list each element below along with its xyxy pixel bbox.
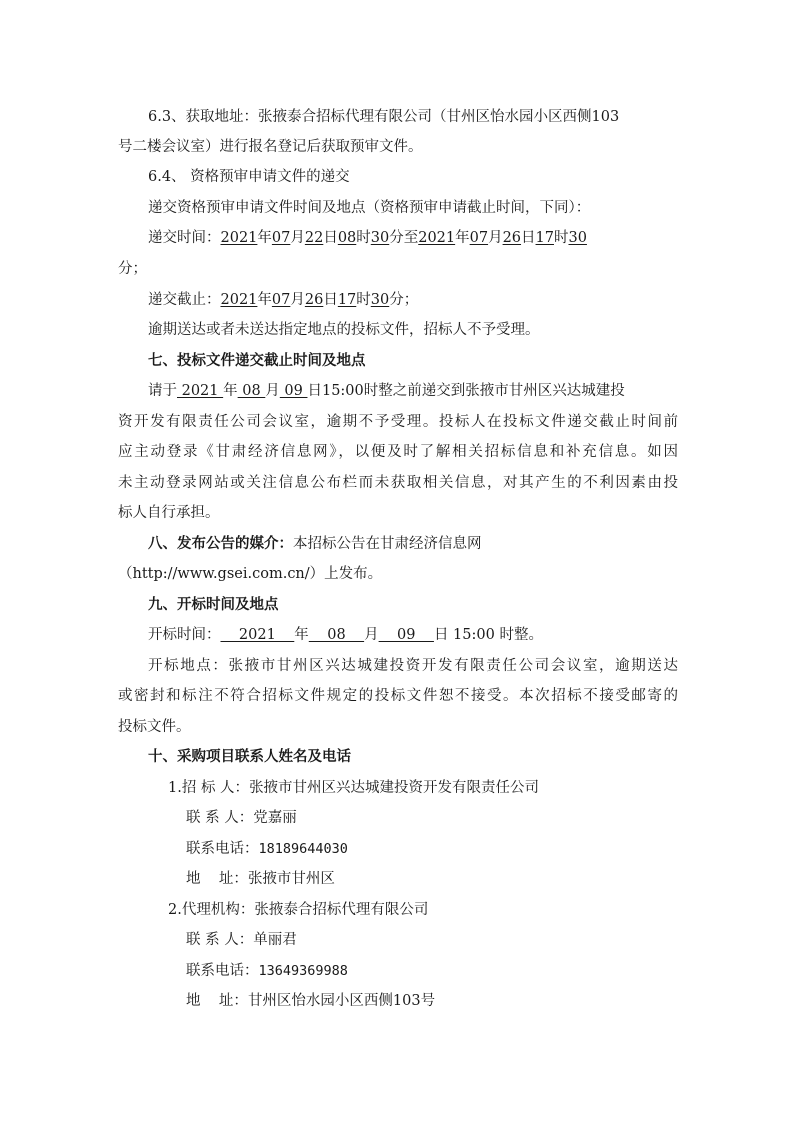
agency-contact-line (186, 930, 297, 950)
end-hour: 17 (535, 230, 554, 246)
opening-time-label: 开标时间： (148, 627, 221, 643)
opening-place-line-3: 投标文件。 (118, 719, 191, 735)
obtain-address-line-1: 6.3、获取地址：张掖泰合招标代理有限公司（甘州区怡水园小区西侧103 (148, 109, 620, 125)
section-7-line-2: 资开发有限责任公司会议室，逾期不予受理。投标人在投标文件递交截止时间前 (118, 414, 678, 430)
tenderer-address: 张掖市甘州区 (247, 871, 335, 887)
section-7-line-3: 应主动登录《甘肃经济信息网》，以便及时了解相关招标信息和补充信息。如因 (118, 444, 678, 460)
tenderer-phone: 18189644030 (258, 841, 348, 857)
end-minute: 30 (568, 230, 587, 246)
end-year: 2021 (418, 230, 456, 246)
unit-year: 年 (223, 383, 238, 399)
unit-year: 年 (257, 292, 272, 308)
agency-phone-line (186, 961, 348, 981)
end-month: 07 (469, 230, 489, 246)
tenderer-contact: 党嘉丽 (253, 810, 297, 826)
bid-deadline-month: 08 (237, 383, 266, 399)
unit-year: 年 (294, 627, 309, 643)
opening-month: 08 (308, 627, 365, 643)
bid-deadline-day: 09 (279, 383, 308, 399)
unit-month: 月 (364, 627, 379, 643)
opening-day: 09 (378, 627, 434, 643)
unit-hour: 时 (356, 230, 371, 246)
unit-day: 日 (521, 230, 536, 246)
deadline-year: 2021 (220, 292, 258, 308)
section-8-title: 八、发布公告的媒介： (148, 536, 293, 552)
obtain-address-line-2: 号二楼会议室）进行报名登记后获取预审文件。 (118, 139, 423, 155)
unit-year: 年 (257, 230, 272, 246)
end-day: 26 (502, 230, 522, 246)
opening-place-line-1: 开标地点：张掖市甘州区兴达城建投资开发有限责任公司会议室，逾期送达 (148, 658, 678, 674)
deadline-hour: 17 (337, 292, 357, 308)
start-day: 22 (304, 230, 324, 246)
submit-by-label: 请于 (148, 383, 177, 399)
tenderer-value: 张掖市甘州区兴达城建投资开发有限责任公司 (249, 780, 540, 796)
agency-value: 张掖泰合招标代理有限公司 (254, 902, 429, 918)
unit-hour: 时 (356, 292, 371, 308)
unit-day: 日 (323, 292, 338, 308)
agency-line (168, 900, 428, 920)
deadline-label: 递交截止： (148, 292, 221, 308)
agency-contact: 单丽君 (253, 932, 297, 948)
section-9-title: 九、开标时间及地点 (148, 597, 279, 613)
submission-time-line (148, 228, 587, 248)
unit-minute: 分； (389, 292, 419, 308)
phone-label: 联系电话： (186, 841, 259, 857)
bid-deadline-rest: 日15:00时整之前递交到张掖市甘州区兴达城建投 (307, 383, 625, 399)
unit-month: 月 (290, 292, 305, 308)
unit-minute-to: 分至 (389, 230, 419, 246)
tenderer-address-line (186, 869, 335, 889)
section-7-title: 七、投标文件递交截止时间及地点 (148, 353, 366, 369)
section-7-line-5: 标人自行承担。 (118, 505, 220, 521)
tenderer-label: 1.招 标 人： (168, 780, 250, 796)
start-year: 2021 (220, 230, 258, 246)
contact-label: 联 系 人： (186, 810, 254, 826)
start-minute: 30 (370, 230, 390, 246)
section-8-url: （http://www.gsei.com.cn/）上发布。 (118, 566, 383, 582)
bid-deadline-year: 2021 (177, 383, 224, 399)
deadline-day: 26 (304, 292, 324, 308)
bid-opening-time-line (148, 625, 543, 645)
deadline-minute: 30 (370, 292, 390, 308)
agency-phone: 13649369988 (258, 963, 348, 979)
unit-year: 年 (455, 230, 470, 246)
unit-day: 日 (323, 230, 338, 246)
submission-time-cont: 分； (118, 261, 147, 277)
submission-intro: 递交资格预审申请文件时间及地点（资格预审申请截止时间，下同）： (148, 200, 591, 216)
phone-label: 联系电话： (186, 963, 259, 979)
agency-label: 2.代理机构： (168, 902, 255, 918)
opening-place-line-2: 或密封和标注不符合招标文件规定的投标文件恕不接受。本次招标不接受邮寄的 (118, 688, 678, 704)
submission-time-label: 递交时间： (148, 230, 221, 246)
deadline-month: 07 (271, 292, 291, 308)
tenderer-contact-line (186, 808, 297, 828)
opening-year: 2021 (220, 627, 295, 643)
unit-month: 月 (265, 383, 280, 399)
section-7-line-4: 未主动登录网站或关注信息公布栏而未获取相关信息，对其产生的不利因素由投 (118, 475, 678, 491)
late-submission-note: 逾期送达或者未送达指定地点的投标文件，招标人不予受理。 (148, 322, 540, 338)
tenderer-phone-line (186, 839, 348, 859)
contact-label: 联 系 人： (186, 932, 254, 948)
section-8-line (148, 534, 482, 554)
start-hour: 08 (337, 230, 357, 246)
section-10-title: 十、采购项目联系人姓名及电话 (148, 749, 351, 765)
agency-address: 甘州区怡水园小区西侧103号 (247, 993, 436, 1009)
agency-address-line (186, 991, 435, 1011)
section-7-line-1 (148, 381, 625, 401)
opening-time-rest: 日 15:00 时整。 (433, 627, 543, 643)
unit-month: 月 (290, 230, 305, 246)
unit-hour: 时 (553, 230, 569, 246)
section-8-text: 本招标公告在甘肃经济信息网 (293, 536, 482, 552)
submission-deadline-line (148, 290, 418, 310)
submission-heading: 6.4、 资格预审申请文件的递交 (148, 169, 350, 185)
address-label: 地 址： (186, 993, 248, 1009)
unit-month: 月 (488, 230, 503, 246)
tenderer-line (168, 778, 539, 798)
address-label: 地 址： (186, 871, 248, 887)
start-month: 07 (271, 230, 291, 246)
